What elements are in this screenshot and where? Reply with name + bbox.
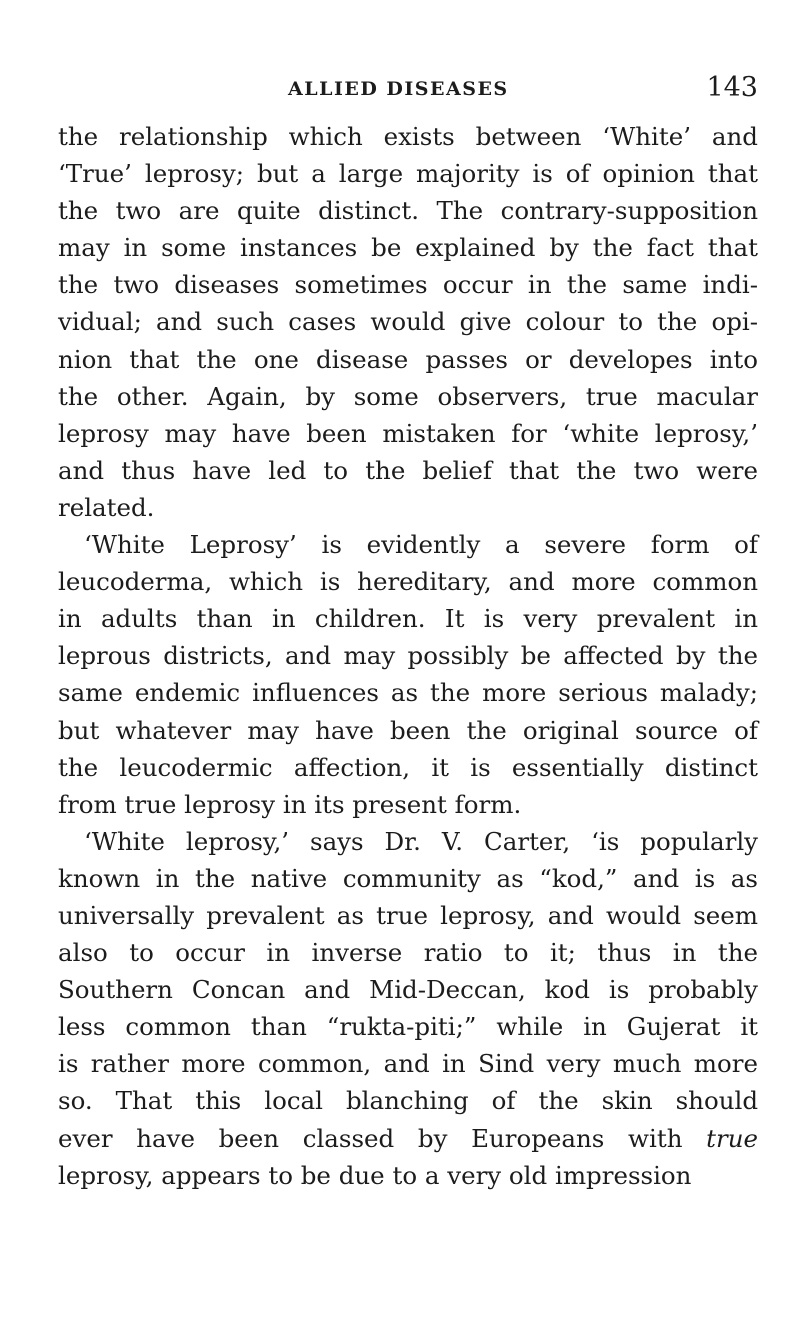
text-line: leucoderma, which is hereditary, and more common [58,567,758,597]
text-line: nion that the one disease passes or developes into [58,344,758,374]
text-line: known in the native community as “kod,” and is as [58,863,758,893]
text-line: leprosy may have been mistaken for ‘white leprosy,’ [58,418,758,448]
body-text [58,118,758,1194]
text-line: the two diseases sometimes occur in the same indi- [58,270,758,300]
text-line: but whatever may have been the original source of [58,715,758,745]
text-line: the other. Again, by some observers, true macular [58,381,758,411]
text-line: universally prevalent as true leprosy, and would seem [58,900,758,930]
text-line: ‘White leprosy,’ says Dr. V. Carter, ‘is popularly [84,826,758,856]
text-line: the relationship which exists between ‘White’ and [58,122,758,151]
text-line: vidual; and such cases would give colour to the opi- [58,307,758,337]
text-line: so. That this local blanching of the skin should [58,1086,758,1116]
text-line: the two are quite distinct. The contrary-supposition [58,196,758,226]
page-header [288,72,758,108]
text-line: in adults than in children. It is very prevalent in [58,604,758,634]
text-line: may in some instances be explained by the fact that [58,233,758,263]
text-line: less common than “rukta-piti;” while in Gujerat it [58,1012,758,1042]
text-line: ‘True’ leprosy; but a large majority is of opinion that [58,159,758,189]
page-number: 143 [706,72,758,103]
text-line: and thus have led to the belief that the two were [58,455,758,485]
text-line: leprosy, appears to be due to a very old impression [58,1160,692,1190]
running-head: ALLIED DISEASES [288,78,509,100]
text-line: from true leprosy in its present form. [58,789,522,819]
text-line: Southern Concan and Mid-Deccan, kod is probably [58,975,758,1005]
text-line: leprous districts, and may possibly be affected by the [58,641,758,671]
text-line [58,1120,758,1157]
text-line: also to occur in inverse ratio to it; thus in the [58,938,758,968]
text-line: ‘White Leprosy’ is evidently a severe form of [84,530,758,560]
text-line: the leucodermic affection, it is essentially distinct [58,752,758,782]
text-line: is rather more common, and in Sind very much more [58,1049,758,1079]
italic-word: true [706,1123,758,1153]
text-span: ever have been classed by Europeans with [58,1123,683,1153]
text-line: related. [58,492,155,522]
text-line: same endemic influences as the more serious malady; [58,678,758,708]
